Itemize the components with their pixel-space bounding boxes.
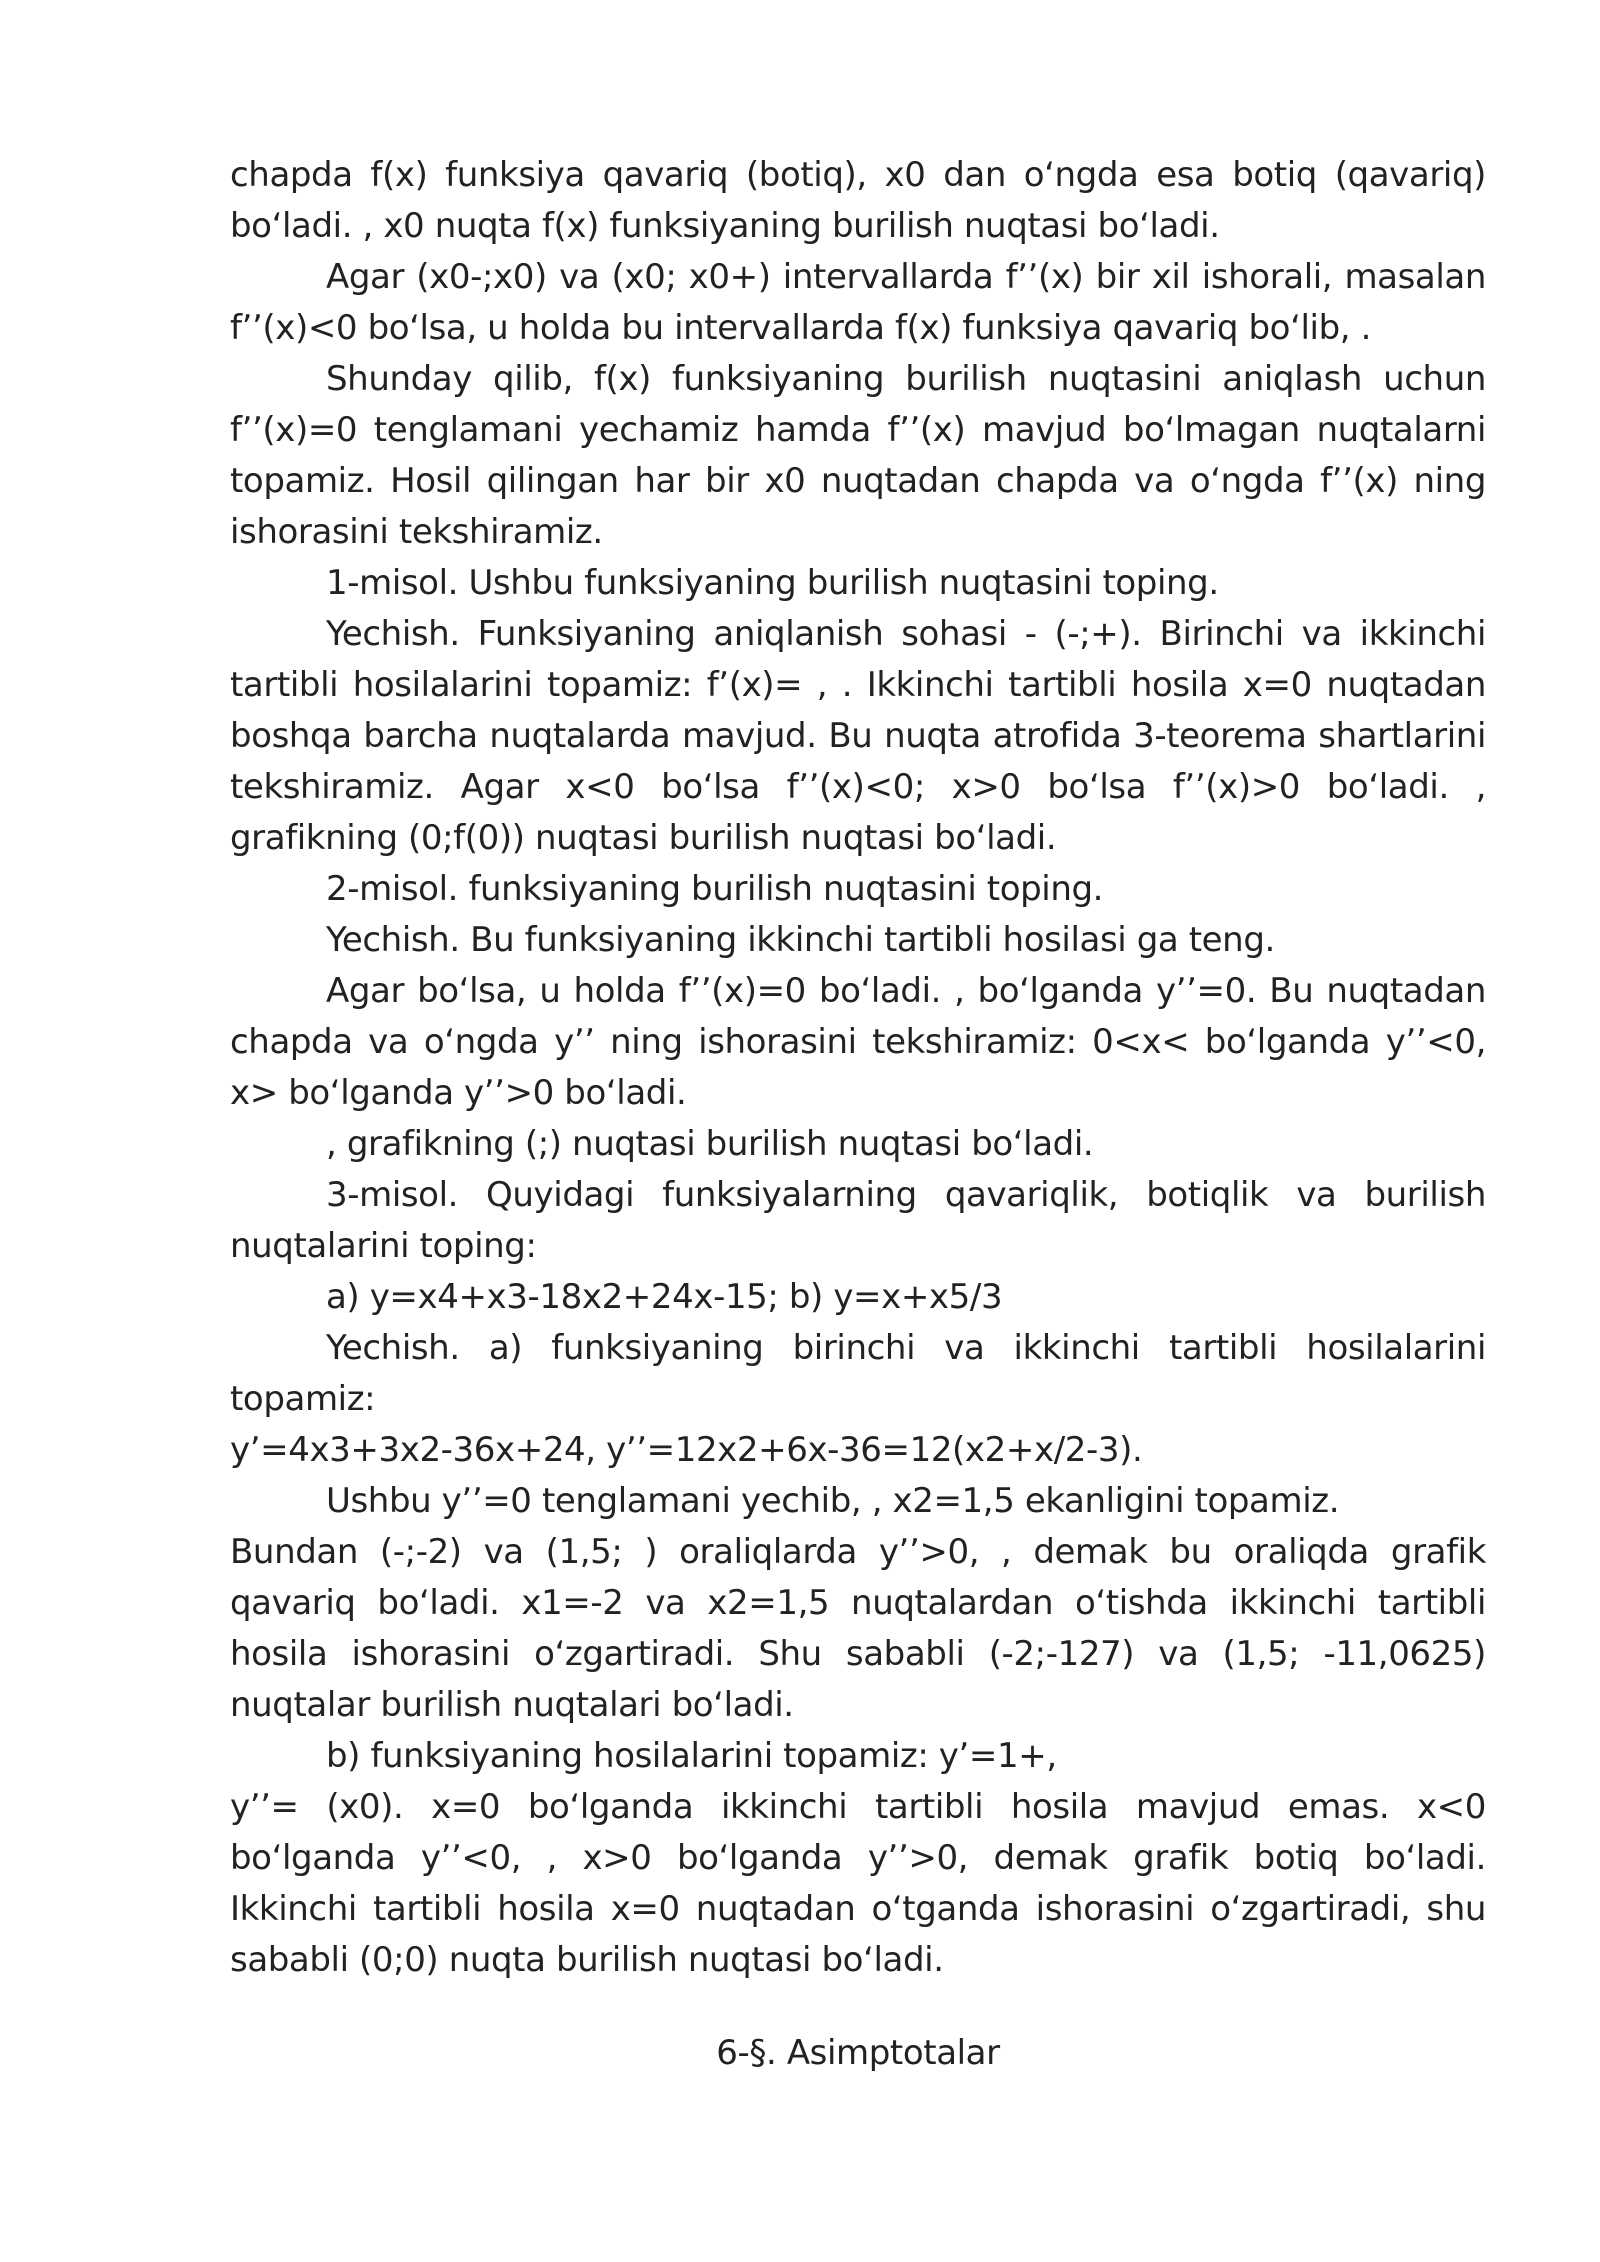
example-3-conclusion-b: y’’= (x0). x=0 bo‘lganda ikkinchi tartibli hosila mavjud emas. x<0 bo‘lganda y’’<0, , x>0 bo‘lganda y’’>0, demak grafik botiq bo‘ladi. Ikkinchi tartibli hosila x=0 nuqtadan o‘tganda ishorasini o‘zgartiradi, shu sababli (0;0) nuqta burilish nuqtasi bo‘ladi. [230,1787,1486,1980]
example-2-sign-check: Agar bo‘lsa, u holda f’’(x)=0 bo‘ladi. , bo‘lganda y’’=0. Bu nuqtadan chapda va o‘ngda y’’ ning ishorasini tekshiramiz: 0<x< bo‘lganda y’’<0, x> bo‘lganda y’’>0 bo‘ladi. [230,971,1486,1113]
section-heading: 6-§. Asimptotalar [716,2033,1000,2073]
paragraph-2: Agar (x0-;x0) va (x0; x0+) intervallarda f’’(x) bir xil ishorali, masalan f’’(x)<0 bo‘lsa, u holda bu intervallarda f(x) funksiya qavariq bo‘lib, . [230,257,1486,348]
example-3-heading: 3-misol. Quyidagi funksiyalarning qavariqlik, botiqlik va burilish nuqtalarini toping: [230,1175,1486,1266]
example-3-derivatives: y’=4x3+3x2-36x+24, y’’=12x2+6x-36=12(x2+x/2-3). [230,1430,1143,1470]
example-1-solution: Yechish. Funksiyaning aniqlanish sohasi - (-;+). Birinchi va ikkinchi tartibli hosilalarini topamiz: f’(x)= , . Ikkinchi tartibli hosila x=0 nuqtadan boshqa barcha nuqtalarda mavjud. Bu nuqta atrofida 3-teorema shartlarini tekshiramiz. Agar x<0 bo‘lsa f’’(x)<0; x>0 bo‘lsa f’’(x)>0 bo‘ladi. , grafikning (0;f(0)) nuqtasi burilish nuqtasi bo‘ladi. [230,614,1486,858]
paragraph-3: Shunday qilib, f(x) funksiyaning burilish nuqtasini aniqlash uchun f’’(x)=0 tenglamani yechamiz hamda f’’(x) mavjud bo‘lmagan nuqtalarni topamiz. Hosil qilingan har bir x0 nuqtadan chapda va o‘ngda f’’(x) ning ishorasini tekshiramiz. [230,359,1486,552]
example-3-roots: Ushbu y’’=0 tenglamani yechib, , x2=1,5 ekanligini topamiz. [326,1481,1340,1521]
example-1-heading: 1-misol. Ushbu funksiyaning burilish nuqtasini toping. [326,563,1219,603]
example-2-conclusion: , grafikning (;) nuqtasi burilish nuqtasi bo‘ladi. [326,1124,1094,1164]
example-2-solution: Yechish. Bu funksiyaning ikkinchi tartibli hosilasi ga teng. [326,920,1275,960]
example-3-intervals: Bundan (-;-2) va (1,5; ) oraliqlarda y’’>0, , demak bu oraliqda grafik qavariq bo‘ladi. x1=-2 va x2=1,5 nuqtalardan o‘tishda ikkinchi tartibli hosila ishorasini o‘zgartiradi. Shu sababli (-2;-127) va (1,5; -11,0625) nuqtalar burilish nuqtalari bo‘ladi. [230,1532,1486,1725]
paragraph-1: chapda f(x) funksiya qavariq (botiq), x0 dan o‘ngda esa botiq (qavariq) bo‘ladi. , x0 nuqta f(x) funksiyaning burilish nuqtasi bo‘ladi. [230,155,1486,246]
example-3-solution-a: Yechish. a) funksiyaning birinchi va ikkinchi tartibli hosilalarini topamiz: [230,1328,1486,1419]
document-page [230,150,1486,2079]
example-2-heading: 2-misol. funksiyaning burilish nuqtasini toping. [326,869,1104,909]
example-3-functions: a) y=x4+x3-18x2+24x-15; b) y=x+x5/3 [326,1277,1003,1317]
example-3-solution-b: b) funksiyaning hosilalarini topamiz: y’=1+, [326,1736,1057,1776]
